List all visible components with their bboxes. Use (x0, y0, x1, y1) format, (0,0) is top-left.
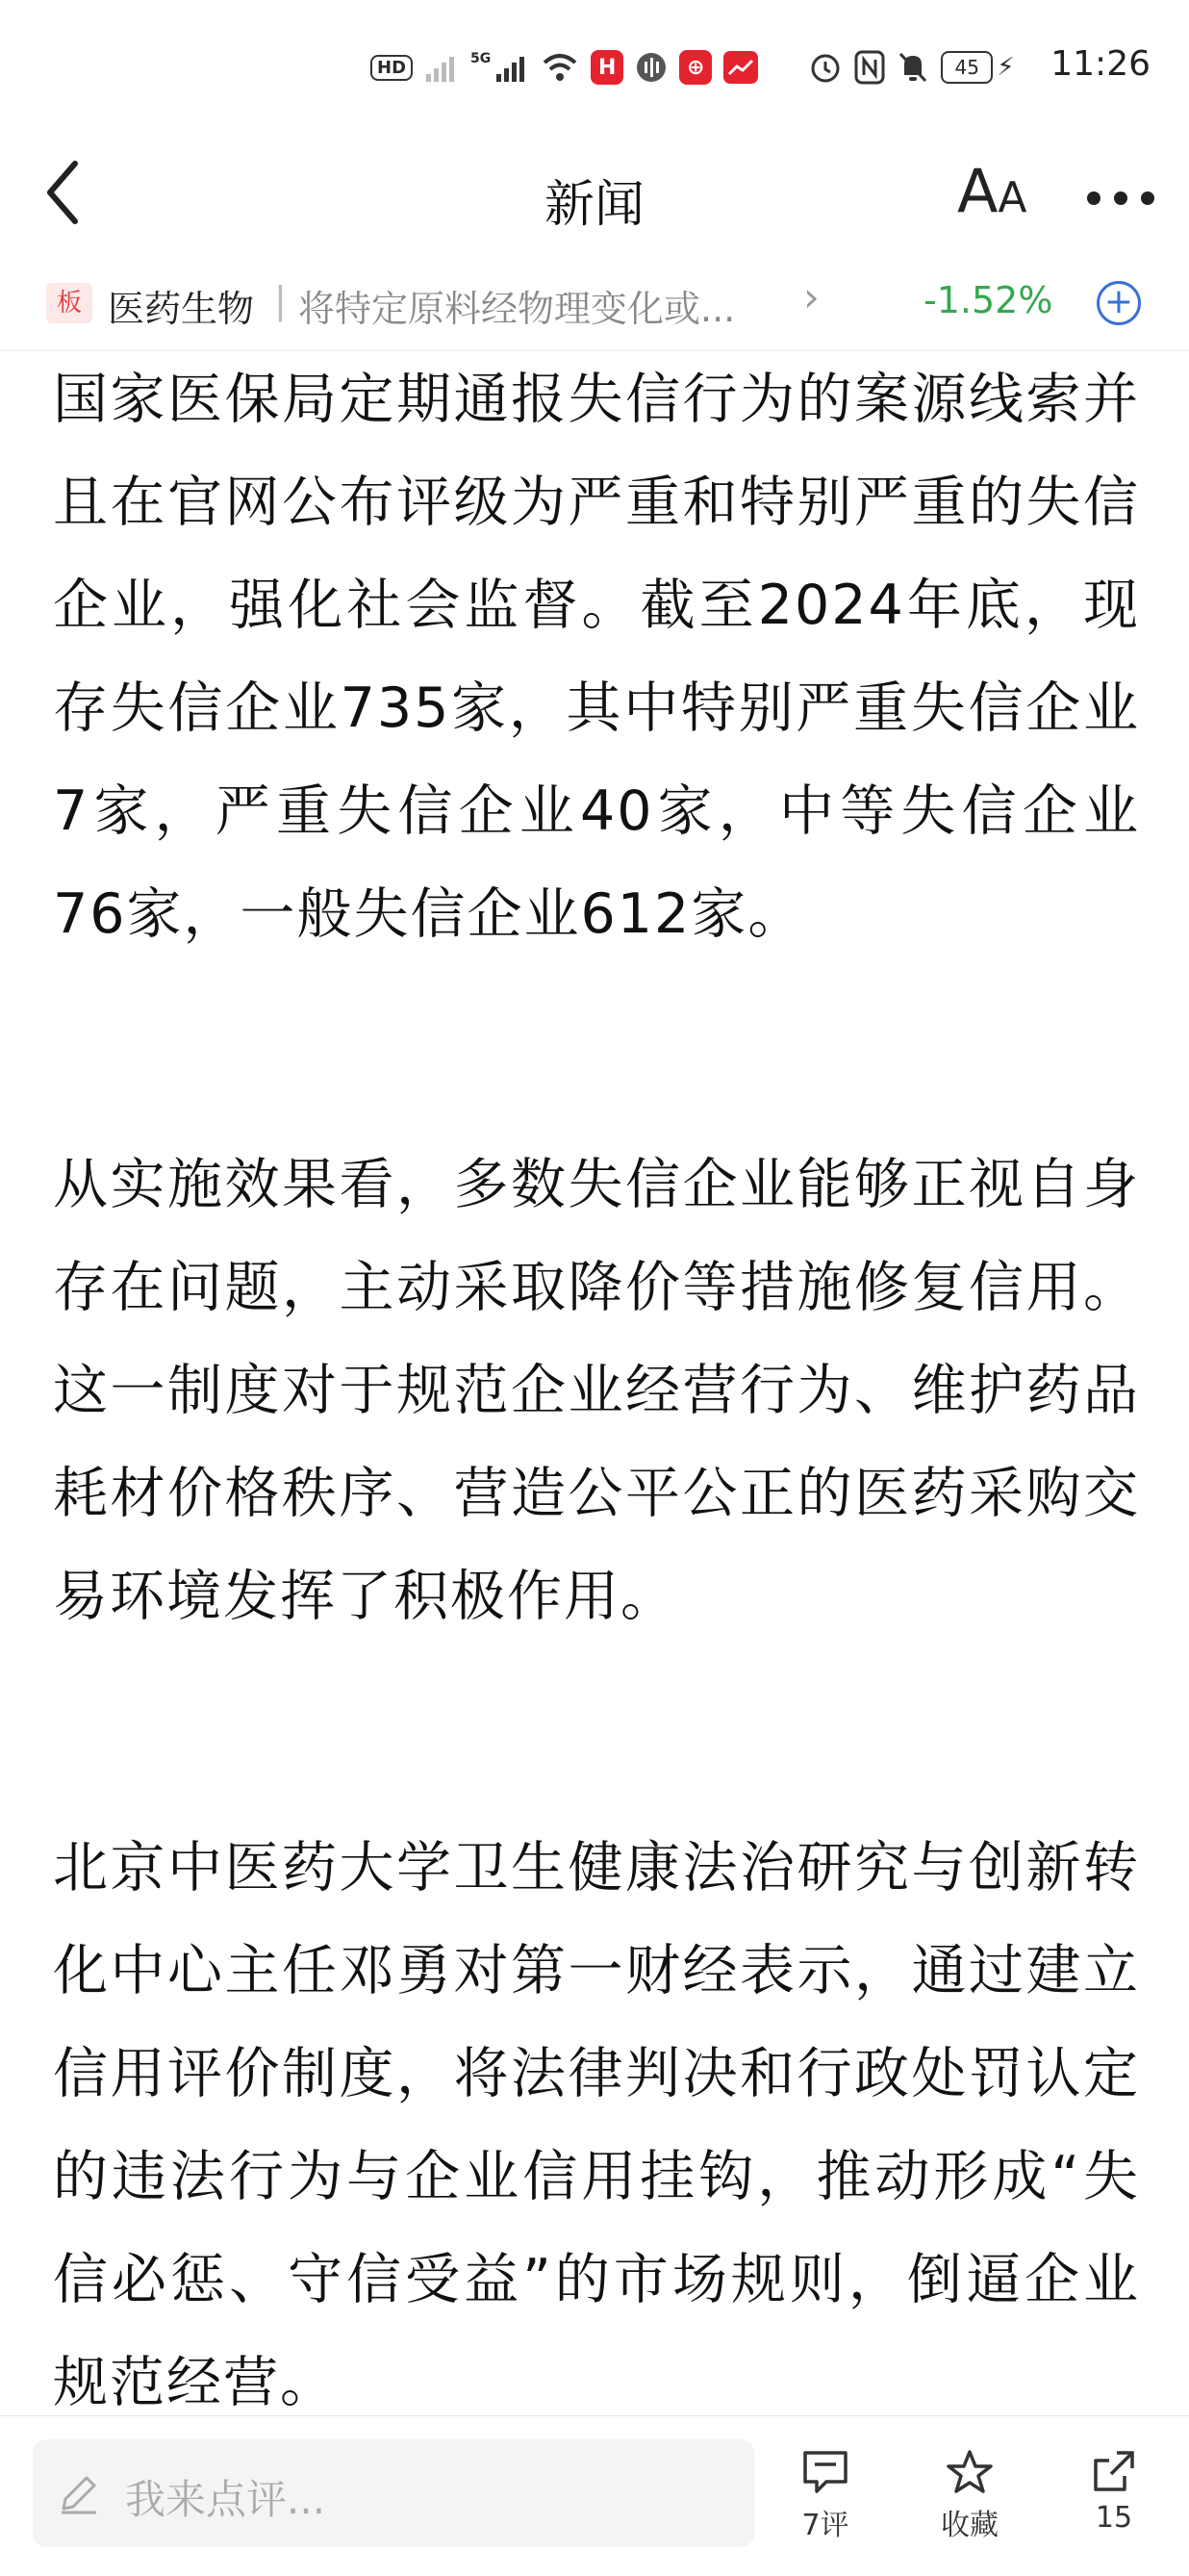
share-button[interactable] (1056, 2449, 1172, 2535)
sector-name[interactable]: 医药生物 (108, 288, 255, 330)
status-bar (0, 0, 1189, 135)
article-paragraph: 国家医保局定期通报失信行为的案源线索并且在官网公布评级为严重和特别严重的失信企业，强化社会监督。截至2024年底，现存失信企业735家，其中特别严重失信企业7家，严重失信企业40家，中等失信企业76家，一般失信企业612家。 (53, 368, 1140, 946)
signal-off-icon (424, 51, 459, 84)
nav-bar (0, 135, 1189, 260)
bottom-bar (0, 2415, 1189, 2576)
nfc-icon (854, 50, 885, 85)
app-notification-icon: H (591, 50, 623, 85)
article-paragraph: 从实施效果看，多数失信企业能够正视自身存在问题，主动采取降价等措施修复信用。这一制度对于规范企业经营行为、维护药品耗材价格秩序、营造公平公正的医药采购交易环境发挥了积极作用。 (53, 1153, 1140, 1628)
article-paragraph: 北京中医药大学卫生健康法治研究与创新转化中心主任邓勇对第一财经表示，通过建立信用评价制度，将法律判决和行政处罚认定的违法行为与企业信用挂钩，推动形成“失信必惩、守信受益”的市场规则，倒逼企业规范经营。 (53, 1836, 1140, 2414)
separator: | (274, 279, 287, 321)
comments-button[interactable] (768, 2449, 883, 2543)
status-icons (370, 46, 1015, 89)
wifi-icon (541, 51, 579, 84)
alarm-icon (808, 50, 843, 85)
sector-badge: 板 (46, 283, 92, 323)
stock-app-icon (723, 51, 758, 84)
network-type-label: 5G (470, 51, 492, 66)
favorite-label: 收藏 (941, 2509, 999, 2542)
font-size-icon: A (957, 156, 999, 226)
share-count: 15 (1095, 2501, 1133, 2535)
comment-placeholder: 我来点评... (125, 2476, 326, 2523)
chevron-right-icon[interactable]: › (803, 273, 820, 320)
share-icon (1090, 2449, 1138, 2495)
more-icon (1082, 164, 1159, 231)
font-size-button[interactable] (957, 156, 1027, 226)
star-icon (945, 2449, 995, 2495)
add-icon[interactable]: + (1097, 281, 1141, 325)
font-size-icon-small: A (998, 173, 1027, 222)
pen-icon (54, 2470, 102, 2518)
hd-icon: HD (370, 55, 413, 81)
favorite-button[interactable] (912, 2449, 1027, 2543)
charging-icon: ⚡ (997, 53, 1015, 82)
sector-change: -1.52% (923, 279, 1053, 321)
status-time: 11:26 (1050, 44, 1151, 84)
comment-icon (801, 2449, 849, 2495)
bank-app-icon: ⊕ (679, 50, 712, 85)
comment-count: 7评 (801, 2509, 849, 2542)
stock-bar[interactable] (0, 262, 1189, 351)
voice-icon (635, 51, 668, 84)
page-title: 新闻 (544, 176, 645, 234)
signal-icon (494, 51, 529, 84)
sector-headline[interactable]: 将特定原料经物理变化或... (298, 288, 736, 330)
comment-input[interactable] (33, 2439, 754, 2547)
more-button[interactable] (1082, 164, 1159, 231)
battery-icon: 45 (941, 51, 993, 84)
mute-icon (897, 50, 929, 85)
